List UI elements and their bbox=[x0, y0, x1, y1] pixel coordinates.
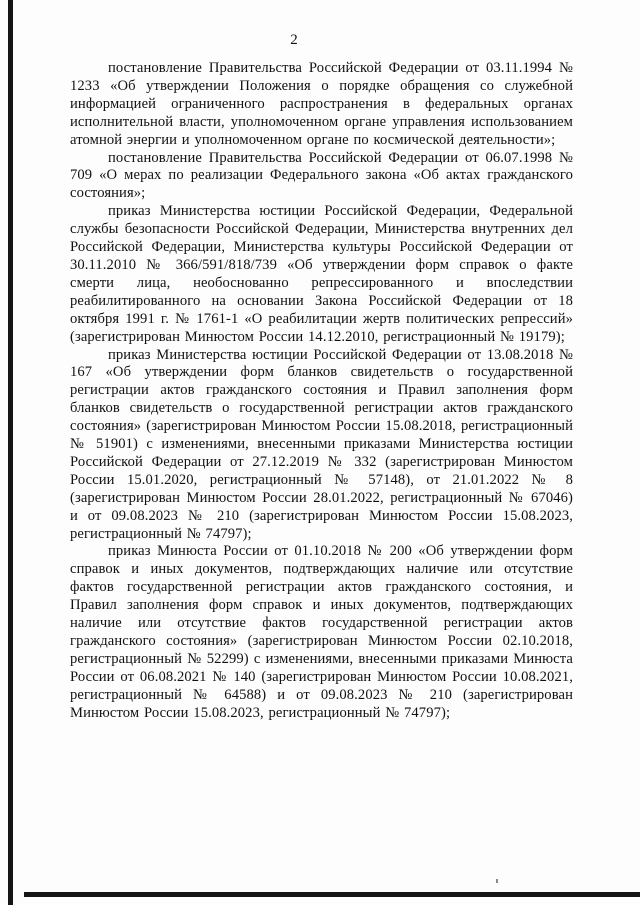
paragraph-order-2018-167: приказ Министерства юстиции Российской Федерации от 13.08.2018 № 167 «Об утверждении форм бланков свидетельств о государственной регистрации актов гражданского состояния и Правил заполнения форм бланков свидетельств о государственной регистрации актов гражданского состояния» (зарегистрирован Минюстом России 15.08.2018, регистрационный № 51901) с изменениями, внесенными приказами Министерства юстиции Российской Федерации от 27.12.2019 № 332 (зарегистрирован Минюстом России 15.01.2020, регистрационный № 57148), от 21.01.2022 № 8 (зарегистрирован Минюстом России 28.01.2022, регистрационный № 67046) и от 09.08.2023 № 210 (зарегистрирован Минюстом России 15.08.2023, регистрационный № 74797); bbox=[70, 346, 573, 542]
paragraph-order-2018-200: приказ Минюста России от 01.10.2018 № 200 «Об утверждении форм справок и иных документов, подтверждающих наличие или отсутствие фактов государственной регистрации актов гражданского состояния, и Правил заполнения форм справок и иных документов, подтверждающих наличие или отсутствие фактов государственной регистрации актов гражданского состояния» (зарегистрирован Минюстом России 02.10.2018, регистрационный № 52299) с изменениями, внесенными приказами Минюста России от 06.08.2021 № 140 (зарегистрирован Минюстом России 10.08.2021, регистрационный № 64588) и от 09.08.2023 № 210 (зарегистрирован Минюстом России 15.08.2023, регистрационный № 74797); bbox=[70, 543, 573, 721]
scan-border-bottom bbox=[24, 892, 640, 897]
scan-artifact-mark bbox=[496, 879, 498, 883]
scan-border-left bbox=[8, 0, 13, 905]
paragraph-resolution-1998: постановление Правительства Российской Федерации от 06.07.1998 № 709 «О мерах по реализации Федерального закона «Об актах гражданского состояния»; bbox=[70, 149, 573, 202]
paragraph-resolution-1994: постановление Правительства Российской Федерации от 03.11.1994 № 1233 «Об утверждении Положения о порядке обращения со служебной информацией ограниченного распространения в федеральных органах исполнительной власти, уполномоченном органе управления использованием атомной энергии и уполномоченном органе по космической деятельности»; bbox=[70, 60, 573, 148]
paragraph-order-2010: приказ Министерства юстиции Российской Федерации, Федеральной службы безопасности Российской Федерации, Министерства внутренних дел Российской Федерации, Министерства культуры Российской Федерации от 30.11.2010 № 366/591/818/739 «Об утверждении форм справок о факте смерти лица, необоснованно репрессированного и впоследствии реабилитированного на основании Закона Российской Федерации от 18 октября 1991 г. № 1761-1 «О реабилитации жертв политических репрессий» (зарегистрирован Минюстом России 14.12.2010, регистрационный № 19179); bbox=[70, 203, 573, 345]
page-number: 2 bbox=[290, 32, 298, 48]
document-body bbox=[70, 60, 573, 723]
